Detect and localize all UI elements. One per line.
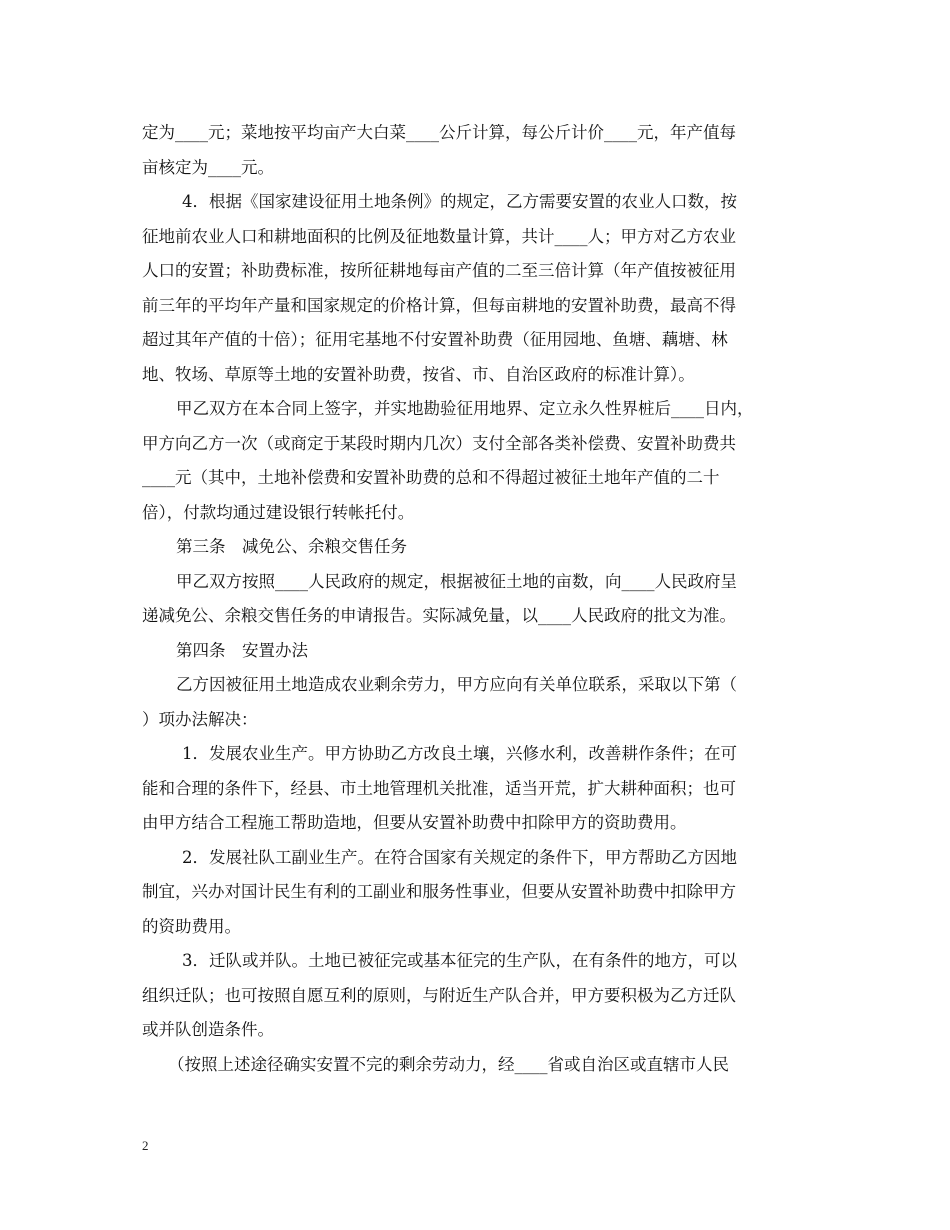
text-line: ____元（其中，土地补偿费和安置补助费的总和不得超过被征土地年产值的二十 — [142, 468, 720, 487]
text-line: 或并队创造条件。 — [142, 1020, 274, 1039]
text-line: 定为____元；菜地按平均亩产大白菜____公斤计算，每公斤计价____元，年产值每 — [142, 123, 736, 142]
text-line: 甲乙双方按照____人民政府的规定，根据被征土地的亩数，向____人民政府呈 — [176, 571, 737, 591]
contract-body-text — [142, 116, 810, 1082]
text-line: 前三年的平均年产量和国家规定的价格计算，但每亩耕地的安置补助费，最高不得 — [142, 295, 736, 315]
text-line: （按照上述途径确实安置不完的剩余劳动力，经____省或自治区或直辖市人民 — [168, 1054, 729, 1074]
text-line: 第四条 安置办法 — [176, 640, 308, 660]
text-line: 由甲方结合工程施工帮助造地，但要从安置补助费中扣除甲方的资助费用。 — [142, 813, 687, 832]
text-line: 4．根据《国家建设征用土地条例》的规定，乙方需要安置的农业人口数，按 — [182, 192, 737, 211]
text-line: ）项办法解决： — [142, 709, 258, 729]
text-line: 超过其年产值的十倍）；征用宅基地不付安置补助费（征用园地、鱼塘、藕塘、林 — [142, 330, 728, 349]
text-line: 人口的安置；补助费标准，按所征耕地每亩产值的二至三倍计算（年产值按被征用 — [142, 261, 736, 280]
text-line: 亩核定为____元。 — [142, 157, 274, 177]
text-line: 征地前农业人口和耕地面积的比例及征地数量计算，共计____人；甲方对乙方农业 — [142, 226, 736, 246]
text-line: 倍），付款均通过建设银行转帐托付。 — [142, 502, 415, 522]
text-line: 第三条 减免公、余粮交售任务 — [176, 537, 407, 556]
text-line: 的资助费用。 — [142, 916, 241, 936]
text-line: 递减免公、余粮交售任务的申请报告。实际减免量，以____人民政府的批文为准。 — [142, 606, 736, 625]
page-number: 2 — [142, 1138, 149, 1153]
text-line: 2．发展社队工副业生产。在符合国家有关规定的条件下，甲方帮助乙方因地 — [182, 847, 737, 867]
text-line: 制宜，兴办对国计民生有利的工副业和服务性事业，但要从安置补助费中扣除甲方 — [142, 882, 736, 901]
text-line: 3．迁队或并队。土地已被征完或基本征完的生产队，在有条件的地方，可以 — [182, 951, 737, 970]
text-line: 组织迁队；也可按照自愿互利的原则，与附近生产队合并，甲方要积极为乙方迁队 — [142, 985, 736, 1005]
text-line: 地、牧场、草原等土地的安置补助费，按省、市、自治区政府的标准计算）。 — [142, 364, 695, 384]
text-line: 甲方向乙方一次（或商定于某段时期内几次）支付全部各类补偿费、安置补助费共 — [142, 433, 736, 453]
text-line: 能和合理的条件下，经县、市土地管理机关批准，适当开荒，扩大耕种面积；也可 — [142, 778, 736, 798]
text-line: 甲乙双方在本合同上签字，并实地勘验征用地界、定立永久性界桩后____日内， — [176, 399, 754, 418]
text-line: 1．发展农业生产。甲方协助乙方改良土壤，兴修水利，改善耕作条件；在可 — [182, 744, 737, 763]
text-line: 乙方因被征用土地造成农业剩余劳力，甲方应向有关单位联系，采取以下第（ — [176, 675, 737, 694]
